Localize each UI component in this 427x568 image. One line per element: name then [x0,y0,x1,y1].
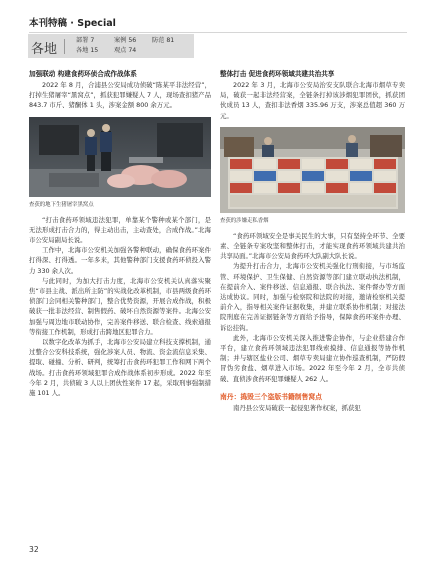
paragraph: 此外，北海市公安机关深入推进警企协作，与企业搭建合作平台，建立食药环领域违法犯罪线索摸排、信息通报等协作机制；并与辖区盐业公司、烟草专卖局建立协作巡查机制，严防假冒伪劣食盐、烟草进入市场。2022 年至今年 2 月，全市共侦破、直侦涉食药环犯罪嫌疑人 262 人。 [220,333,405,383]
header-divider [29,32,407,33]
paragraph: “打击食药环领域违法犯罪，单靠某个警种或某个部门，是无法形成打击合力的，得主动出击，主动查处，合成作战。”北海市公安局副局长说。 [29,215,211,245]
photo-caption: 查获的地下生猪屠宰黑窝点 [29,201,94,208]
right-column [220,68,405,413]
paragraph: “食药环领域安全是事关民生的大事，只有坚持全环节、全要素、全链条专案攻坚和整体打击，才能实现食药环领域共建共治共享局面。”北海市公安局食药环大队副大队长说。 [220,231,405,261]
paragraph: 南丹县公安局破获一起侵犯著作权案，抓获犯 [233,403,361,412]
left-heading: 加强联动 构建食药环侦合成作战体系 [29,70,137,78]
page-number: 32 [29,545,39,554]
region-label: 各地 [31,42,58,57]
stat-item: 观点 74 [114,47,137,54]
stat-item: 各地 15 [76,47,99,54]
paragraph: 与此同时，为加大打击力度，北海市公安机关认真落实聚焦“市县主战、派出所主防”的实战化改革机制，市县两级食药环侦部门会同相关警种部门，整合优势资源，开展合成作战，积极破获一批非法经营、制售假药、破坏自然资源等案件。北海公安加强与周边地市联动协作，完善案件移送、联合检查、线索通报等衔接工作机制，形成打击跨地区犯罪合力。 [29,276,211,336]
seized-cigarettes-illustration [220,127,405,213]
paragraph: 2022 年 3 月，北海市公安局治安支队联合北海市烟草专卖局，破获一起非法经营案，全链条打掉该涉烟犯罪团伙，抓获团伙成员 13 人，查扣非法香烟 335.96 万支，涉案总值超 360 万元。 [220,81,405,120]
stat-divider [64,39,65,54]
paragraph: 2022 年 8 月，合浦县公安局成功侦破“陈某平非法经营”，打掉生猪屠宰“黑窝点”，抓获犯罪嫌疑人 7 人，现场查扣猪产品 843.7 市斤、猪酮体 1 头，涉案金额 800 余万元。 [29,81,211,110]
left-column [29,68,211,398]
paragraph: 为提升打击合力，北海市公安机关强化行刑衔接，与市场监管、环境保护、卫生保健、自然资源等部门建立联动执法机制，在提前介入、案件移送、信息通报、联合执法、案件督办等方面达成协议。同时，加强与检察院和法院的对接，邀请检察机关提前介入，指导相关案件证据收集，并建立联系协作机制；对接法院刑庭在完善证据链条等方面给予指导，保障食药环案件办理、诉讼挂钩。 [220,262,405,332]
photo-caption: 查获的涉嫌走私香烟 [220,217,269,224]
stat-item: 案例 56 [114,37,137,44]
right-heading: 整体打击 促进食药环领域共建共治共享 [220,70,335,78]
cigarettes-photo [220,127,405,213]
page-header [29,15,407,29]
section-subheading: 南丹：捣毁三个盗版书籍制售窝点 [220,392,322,401]
slaughterhouse-photo [29,117,211,197]
paragraph: 以数字化改革为抓手，北海市公安局建立科技支撑机制，通过整合公安科技系统，强化涉案人员、物流、资金流信息采集、提取、碰撞、分析、研判，统筹打击食药环犯罪工作和网下两个战场。打击食药环领域犯罪合成作战体系初步形成。2022 年至今年 2 月，共侦破 3 人以上团伙性案件 17 起，采取刑事强制措施 101 人。 [29,338,211,398]
stat-item: 防范 81 [152,37,175,44]
stat-item: 部署 7 [76,37,95,44]
slaughterhouse-illustration [29,117,211,197]
stat-box [28,34,194,58]
section-title: 本刊特稿 · Special [29,18,116,29]
paragraph: 工作中，北海市公安机关加强各警种联动，确保食药环案件打得深、打得透。一年多来，其他警种部门支援食药环侦投入警力 330 余人次。 [29,246,211,275]
